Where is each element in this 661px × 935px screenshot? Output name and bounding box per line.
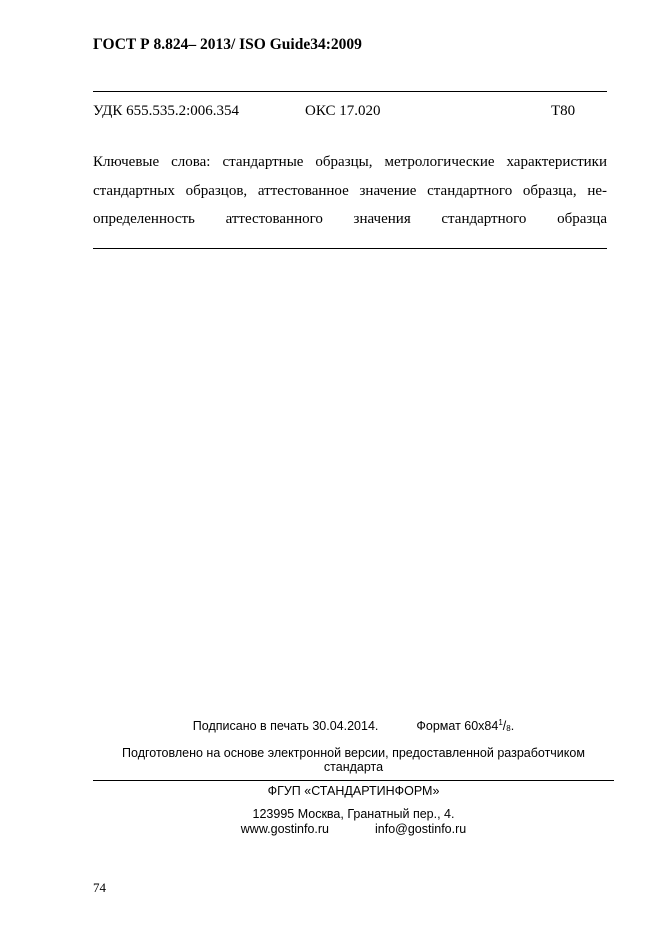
header-divider [93,91,607,92]
keywords-divider [93,248,607,249]
prepared-note-line-1: Подготовлено на основе электронной версии, предоставленной разработчиком [122,746,585,760]
oks-code: ОКС 17.020 [305,103,381,119]
publisher-address: 123995 Москва, Гранатный пер., 4. [252,807,455,821]
publisher-divider [93,780,614,781]
keywords-line-1: Ключевые слова: стандартные образцы, метрологические характеристики [93,154,607,170]
signed-date: Подписано в печать 30.04.2014. [192,719,379,733]
email-link[interactable]: info@gostinfo.ru [375,822,467,836]
page-number: 74 [93,880,106,895]
publisher-contacts [93,822,614,836]
format-slash: / [502,719,507,733]
imprint-signed-line [93,718,614,733]
format-denominator: 8 [506,724,511,733]
format-end: . [510,719,515,733]
udk-code: УДК 655.535.2:006.354 [93,103,240,119]
format-numerator: 1 [498,718,503,727]
prepared-note-line-2: стандарта [323,760,384,774]
classification-code: Т80 [551,103,576,119]
keywords-line-3: определенность аттестованного значения стандартного образца [93,211,607,227]
format-label: Формат 60x84 [416,719,499,733]
website-link[interactable]: www.gostinfo.ru [240,822,329,836]
publisher-name: ФГУП «СТАНДАРТИНФОРМ» [267,784,440,798]
document-header-title: ГОСТ Р 8.824– 2013/ ISO Guide34:2009 [93,36,362,53]
keywords-line-2: стандартных образцов, аттестованное значение стандартного образца, не- [93,183,607,199]
